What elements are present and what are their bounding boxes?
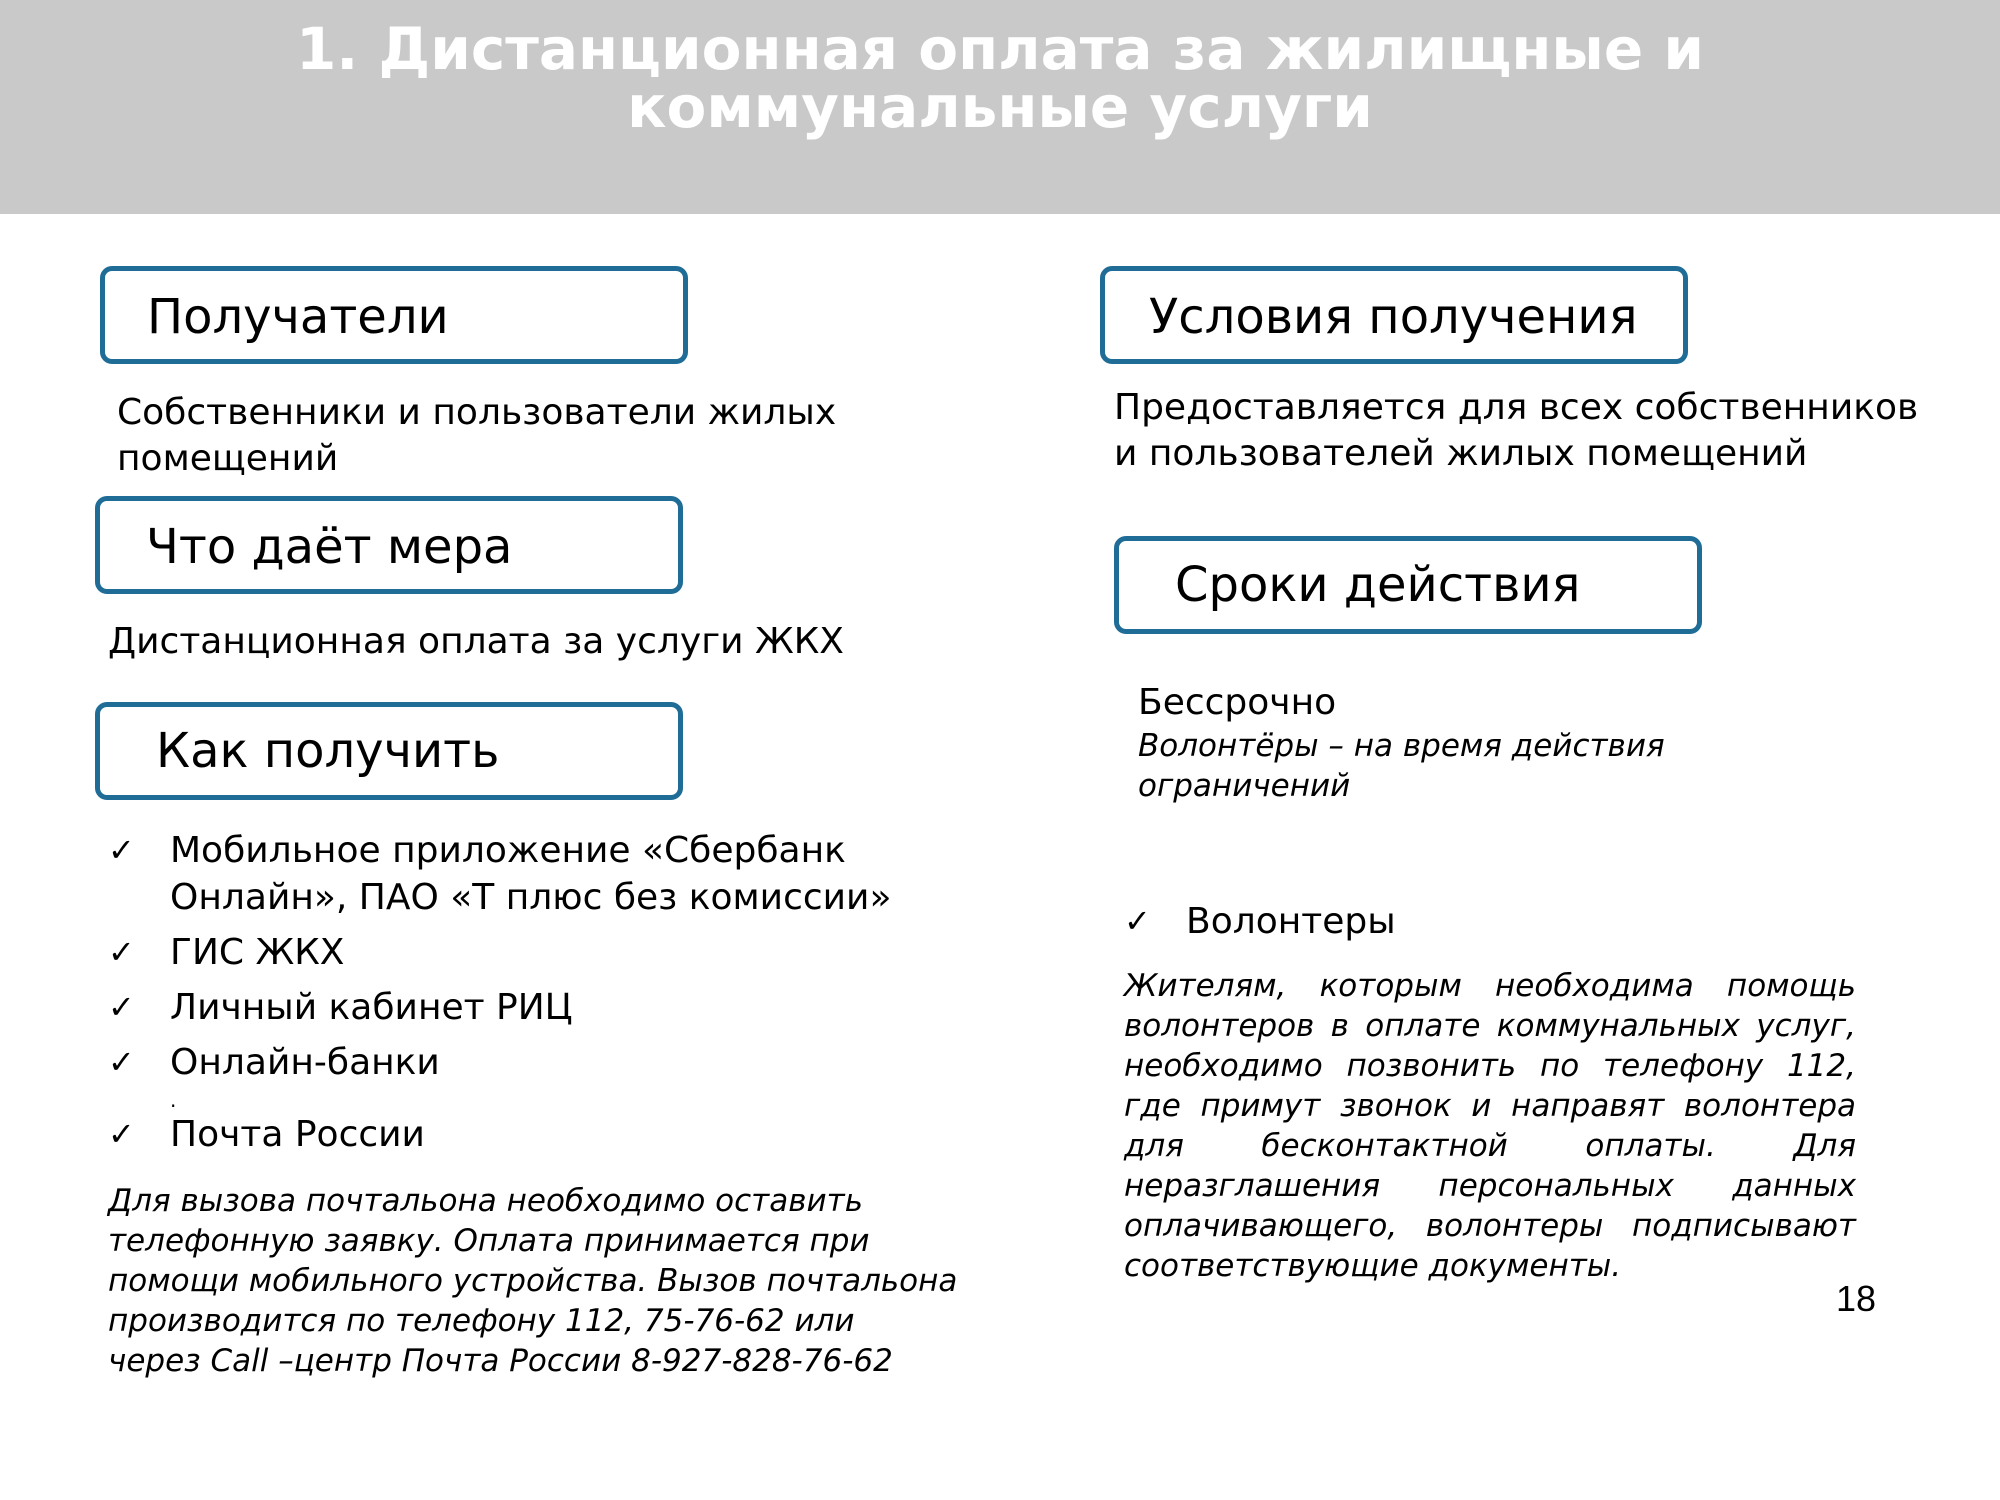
validity-heading: Сроки действия [1175,557,1581,613]
how-to-get-heading: Как получить [156,723,500,779]
title-line-2: коммунальные услуги [627,73,1373,141]
measure-text: Дистанционная оплата за услуги ЖКХ [108,621,844,662]
list-item: ✓ Почта России [108,1111,891,1158]
how-to-get-heading-box [95,702,683,800]
conditions-text: Предоставляется для всех собственников и пользователей жилых помещений [1114,387,1919,474]
measure-heading-box [95,496,683,594]
list-item: ✓ Мобильное приложение «Сбербанк Онлайн», ПАО «Т плюс без комиссии» [108,827,891,921]
recipients-text: Собственники и пользователи жилых помещений [117,392,837,479]
conditions-heading: Условия получения [1149,289,1638,345]
how-to-get-list [108,827,891,1158]
validity-text: Бессрочно [1138,682,1337,723]
check-icon: ✓ [108,1043,135,1081]
check-icon: ✓ [1124,902,1151,940]
check-icon: ✓ [108,1115,135,1153]
list-item: ✓ Онлайн-банки [108,1039,891,1086]
title-line-1: 1. Дистанционная оплата за жилищные и [295,15,1705,83]
post-note: Для вызова почтальона необходимо оставить телефонную заявку. Оплата принимается при помощи мобильного устройства. Вызов почтальона производится по телефону 112, 75-76-62 или через Call –центр Почта России 8-927-828-76-62 [108,1183,958,1379]
check-icon: ✓ [108,988,135,1026]
volunteers-list [1124,898,1396,945]
list-item: ✓ Волонтеры [1124,898,1396,945]
volunteers-note: Жителям, которым необходима помощь волонтеров в оплате коммунальных услуг, необходимо позвонить по телефону 112, где примут звонок и направят волонтера для бесконтактной оплаты. Для неразглашения персональных данных оплачивающего, волонтеры подписывают соответствующие документы. [1124,968,1856,1284]
list-item: ✓ Личный кабинет РИЦ [108,984,891,1031]
page-title [0,15,2000,141]
stray-dot: . [170,1088,177,1112]
validity-note: Волонтёры – на время действия ограничений [1138,728,1665,804]
header-bar [0,0,2000,214]
check-icon: ✓ [108,933,135,971]
recipients-heading: Получатели [147,289,449,345]
conditions-heading-box [1100,266,1688,364]
measure-heading: Что даёт мера [146,519,513,575]
list-item: ✓ ГИС ЖКХ [108,929,891,976]
validity-heading-box [1114,536,1702,634]
check-icon: ✓ [108,831,135,869]
page-number: 18 [1836,1278,1877,1319]
recipients-heading-box [100,266,688,364]
